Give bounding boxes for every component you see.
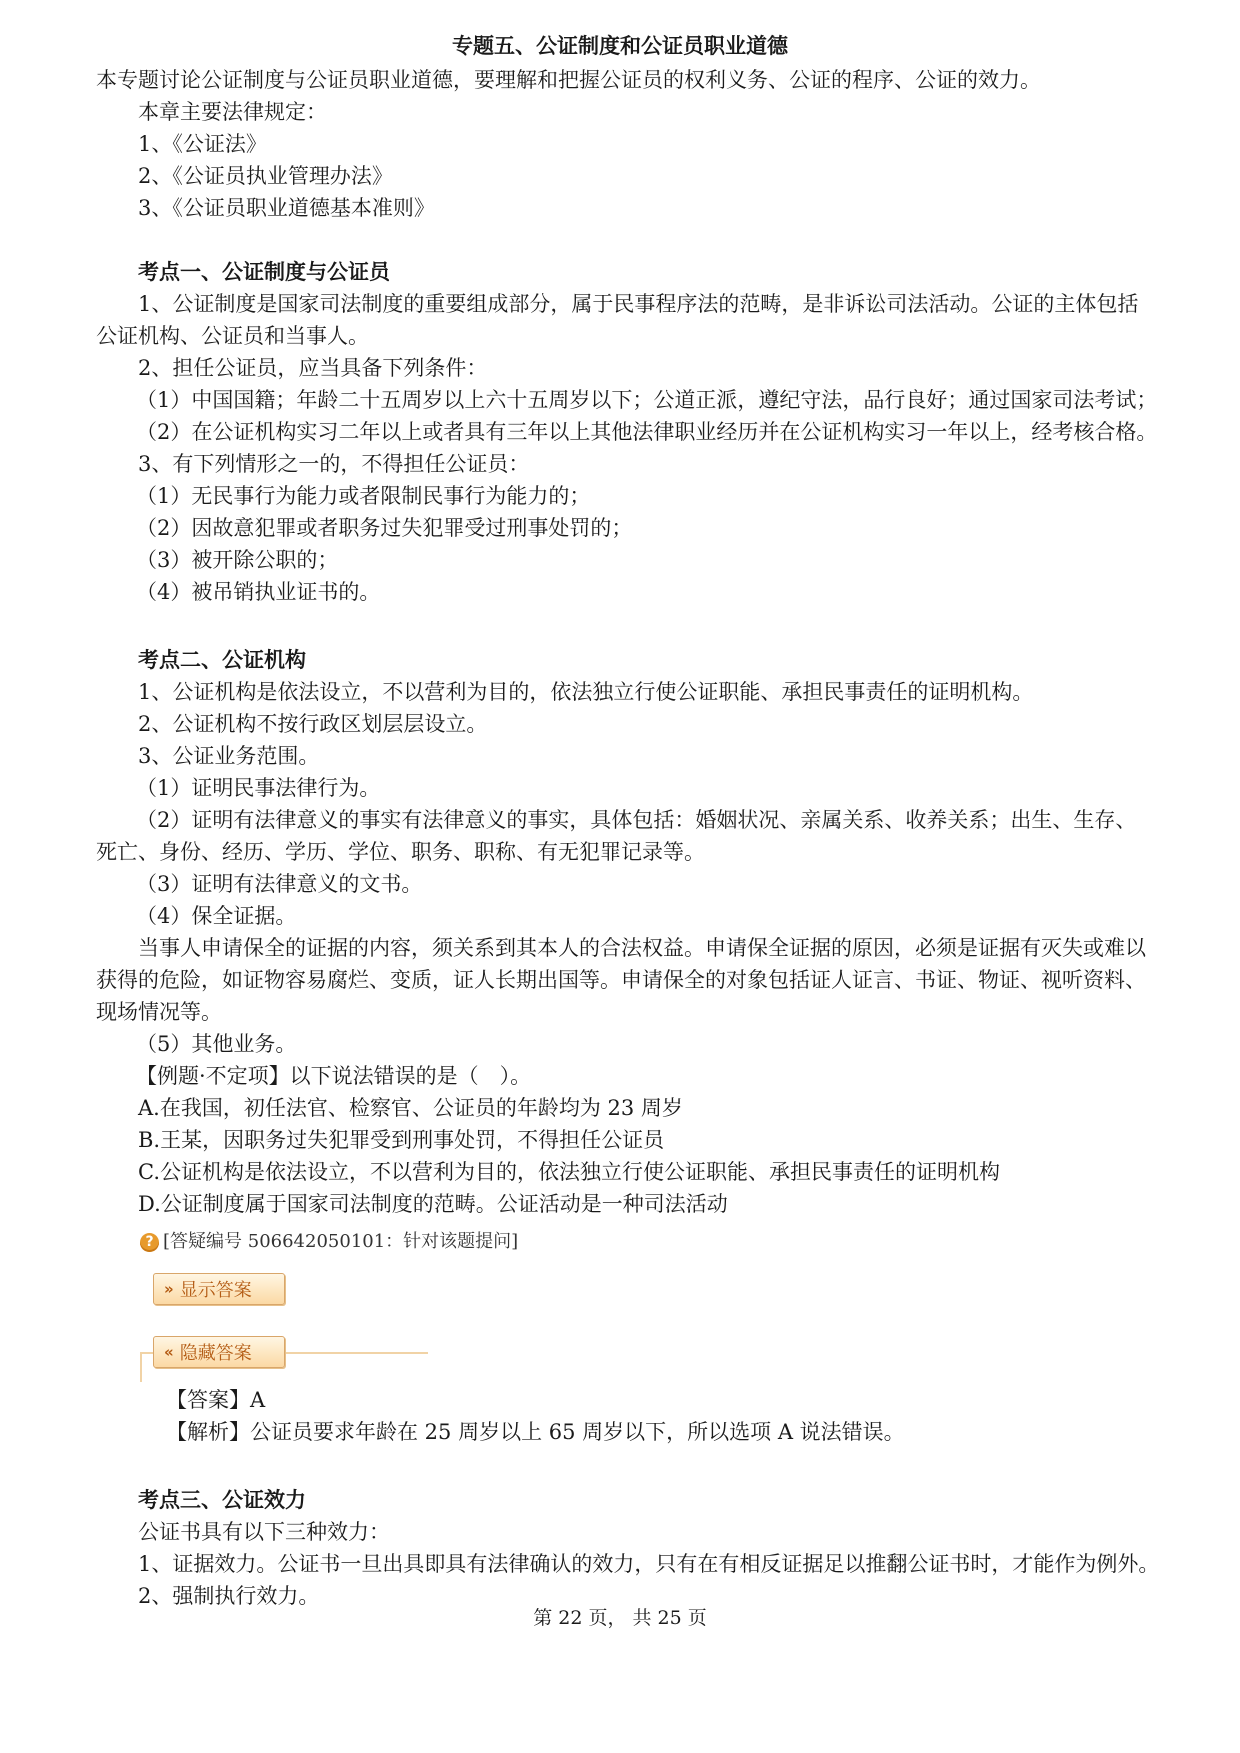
note-paragraph: 当事人申请保全的证据的内容，须关系到其本人的合法权益。申请保全证据的原因，必须是证据有灭失或难以 <box>138 936 1146 960</box>
paragraph: 3、公证业务范围。 <box>138 744 320 768</box>
list-item: （2）因故意犯罪或者职务过失犯罪受过刑事处罚的； <box>136 516 633 540</box>
page-title: 专题五、公证制度和公证员职业道德 <box>452 33 788 58</box>
answer-divider <box>286 1352 428 1354</box>
list-item: （5）其他业务。 <box>136 1032 297 1056</box>
show-answer-button[interactable] <box>153 1273 285 1305</box>
list-item: （3）被开除公职的； <box>136 548 339 572</box>
paragraph: 1、公证制度是国家司法制度的重要组成部分，属于民事程序法的范畴，是非诉讼司法活动。公证的主体包括 <box>138 292 1139 316</box>
laws-heading: 本章主要法律规定： <box>138 100 327 124</box>
example-option: C.公证机构是依法设立，不以营利为目的，依法独立行使公证职能、承担民事责任的证明机构 <box>138 1160 1000 1184</box>
hide-answer-button[interactable] <box>153 1336 285 1368</box>
section-heading: 考点一、公证制度与公证员 <box>138 259 390 284</box>
paragraph: 2、公证机构不按行政区划层层设立。 <box>138 712 488 736</box>
list-item: （1）无民事行为能力或者限制民事行为能力的； <box>136 484 591 508</box>
analysis-text: 【解析】公证员要求年龄在 25 周岁以上 65 周岁以下，所以选项 A 说法错误。 <box>166 1420 905 1444</box>
page-footer: 第 22 页， 共 25 页 <box>533 1607 707 1629</box>
question-icon: ? <box>140 1233 159 1252</box>
paragraph: 1、公证机构是依法设立，不以营利为目的，依法独立行使公证职能、承担民事责任的证明机构。 <box>138 680 1034 704</box>
list-item: （4）保全证据。 <box>136 904 297 928</box>
paragraph-continuation: 公证机构、公证员和当事人。 <box>96 324 369 348</box>
example-option: B.王某，因职务过失犯罪受到刑事处罚，不得担任公证员 <box>138 1128 665 1152</box>
hide-answer-label: 隐藏答案 <box>179 1343 252 1364</box>
law-item: 2、《公证员执业管理办法》 <box>138 164 393 188</box>
qa-reference-link[interactable] <box>140 1228 518 1256</box>
example-option: D.公证制度属于国家司法制度的范畴。公证活动是一种司法活动 <box>138 1192 728 1216</box>
paragraph: 3、有下列情形之一的，不得担任公证员： <box>138 452 530 476</box>
paragraph: 1、证据效力。公证书一旦出具即具有法律确认的效力，只有在有相反证据足以推翻公证书时，才能作为例外。 <box>138 1552 1160 1576</box>
note-continuation: 现场情况等。 <box>96 1000 222 1024</box>
double-chevron-right-icon: » <box>164 1280 174 1298</box>
paragraph: 2、强制执行效力。 <box>138 1584 320 1608</box>
qa-reference-text[interactable]: [答疑编号 506642050101：针对该题提问] <box>163 1231 519 1252</box>
law-item: 3、《公证员职业道德基本准则》 <box>138 196 435 220</box>
section-heading: 考点二、公证机构 <box>138 647 306 672</box>
example-question: 【例题·不定项】以下说法错误的是（ ）。 <box>136 1064 532 1088</box>
paragraph: 公证书具有以下三种效力： <box>138 1520 390 1544</box>
list-item: （1）中国国籍；年龄二十五周岁以上六十五周岁以下；公道正派，遵纪守法，品行良好；通过国家司法考试； <box>136 388 1158 412</box>
list-item: （2）在公证机构实习二年以上或者具有三年以上其他法律职业经历并在公证机构实习一年以上，经考核合格。 <box>136 420 1158 444</box>
list-item: （2）证明有法律意义的事实有法律意义的事实，具体包括：婚姻状况、亲属关系、收养关系；出生、生存、 <box>136 808 1137 832</box>
list-item-continuation: 死亡、身份、经历、学历、学位、职务、职称、有无犯罪记录等。 <box>96 840 705 864</box>
answer-frame <box>140 1352 154 1382</box>
double-chevron-up-icon: « <box>164 1343 174 1361</box>
note-continuation: 获得的危险，如证物容易腐烂、变质，证人长期出国等。申请保全的对象包括证人证言、书证、物证、视听资料、 <box>96 968 1146 992</box>
list-item: （4）被吊销执业证书的。 <box>136 580 381 604</box>
intro-summary: 本专题讨论公证制度与公证员职业道德，要理解和把握公证员的权利义务、公证的程序、公证的效力。 <box>96 68 1041 92</box>
law-item: 1、《公证法》 <box>138 132 267 156</box>
section-heading: 考点三、公证效力 <box>138 1487 306 1512</box>
show-answer-label: 显示答案 <box>179 1280 252 1301</box>
paragraph: 2、担任公证员，应当具备下列条件： <box>138 356 488 380</box>
list-item: （1）证明民事法律行为。 <box>136 776 381 800</box>
list-item: （3）证明有法律意义的文书。 <box>136 872 423 896</box>
example-option: A.在我国，初任法官、检察官、公证员的年龄均为 23 周岁 <box>138 1096 683 1120</box>
answer-text: 【答案】A <box>166 1388 266 1412</box>
